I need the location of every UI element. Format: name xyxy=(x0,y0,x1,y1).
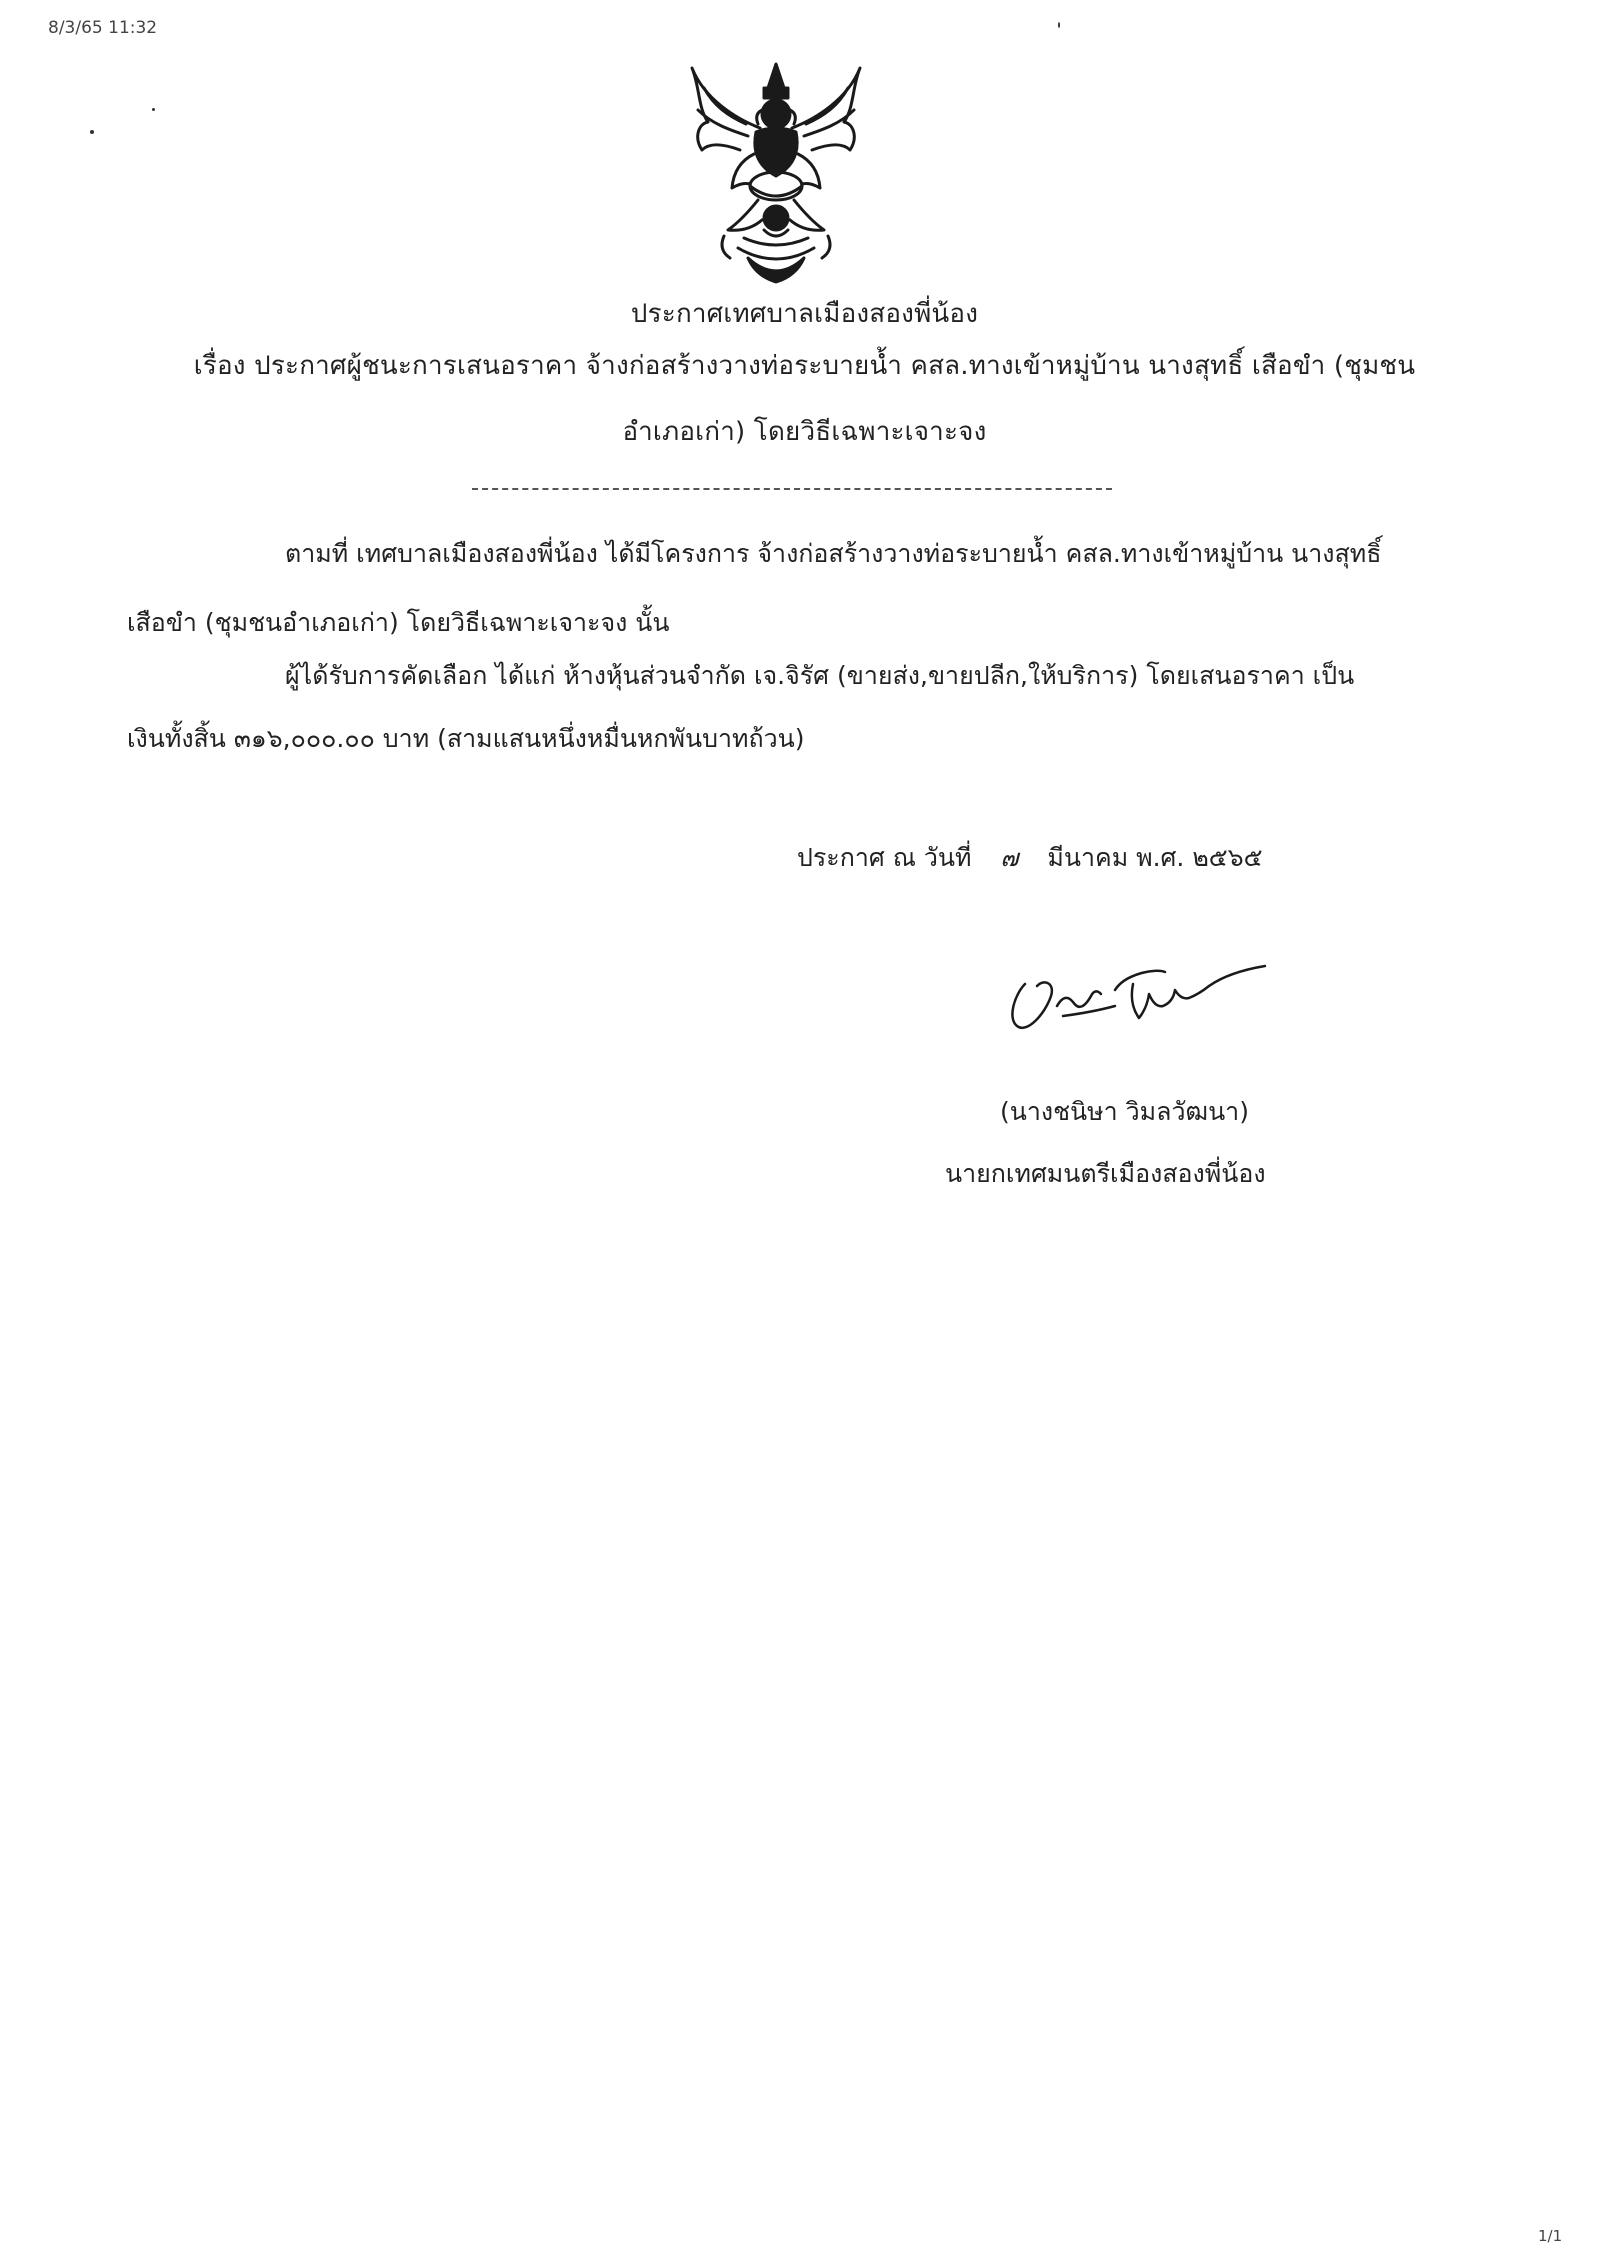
dashed-divider xyxy=(472,488,1112,490)
signer-name: (นางชนิษา วิมลวัฒนา) xyxy=(1000,1097,1249,1126)
scan-speck xyxy=(1058,22,1060,28)
date-prefix: ประกาศ ณ วันที่ xyxy=(797,843,972,872)
announcement-subject-line-2: อำเภอเก่า) โดยวิธีเฉพาะเจาะจง xyxy=(622,417,987,447)
page-number: 1/1 xyxy=(1538,2227,1563,2245)
announcement-date xyxy=(797,838,1263,878)
garuda-emblem-icon xyxy=(684,58,868,288)
body-paragraph-1-line-2: เสือขำ (ชุมชนอำเภอเก่า) โดยวิธีเฉพาะเจาะจง นั้น xyxy=(127,608,670,637)
date-day: ๗ xyxy=(1000,844,1019,872)
body-paragraph-1-line-1: ตามที่ เทศบาลเมืองสองพี่น้อง ได้มีโครงการ จ้างก่อสร้างวางท่อระบายน้ำ คสล.ทางเข้าหมู่บ้าน นางสุทธิ์ xyxy=(285,539,1382,568)
scan-speck xyxy=(90,130,94,134)
signer-position: นายกเทศมนตรีเมืองสองพี่น้อง xyxy=(945,1159,1266,1188)
date-suffix: มีนาคม พ.ศ. ๒๕๖๕ xyxy=(1047,843,1263,872)
announcement-title: ประกาศเทศบาลเมืองสองพี่น้อง xyxy=(630,299,979,329)
signature-icon xyxy=(1005,944,1285,1044)
body-paragraph-2-line-2: เงินทั้งสิ้น ๓๑๖,๐๐๐.๐๐ บาท (สามแสนหนึ่งหมื่นหกพันบาทถ้วน) xyxy=(127,724,805,753)
body-paragraph-2-line-1: ผู้ได้รับการคัดเลือก ได้แก่ ห้างหุ้นส่วนจำกัด เจ.จิรัศ (ขายส่ง,ขายปลีก,ให้บริการ) โดยเสนอราคา เป็น xyxy=(285,661,1355,690)
announcement-subject-line-1: เรื่อง ประกาศผู้ชนะการเสนอราคา จ้างก่อสร้างวางท่อระบายน้ำ คสล.ทางเข้าหมู่บ้าน นางสุทธิ์ เสือขำ (ชุมชน xyxy=(193,351,1416,381)
scan-speck xyxy=(152,108,155,111)
print-timestamp: 8/3/65 11:32 xyxy=(48,18,158,38)
